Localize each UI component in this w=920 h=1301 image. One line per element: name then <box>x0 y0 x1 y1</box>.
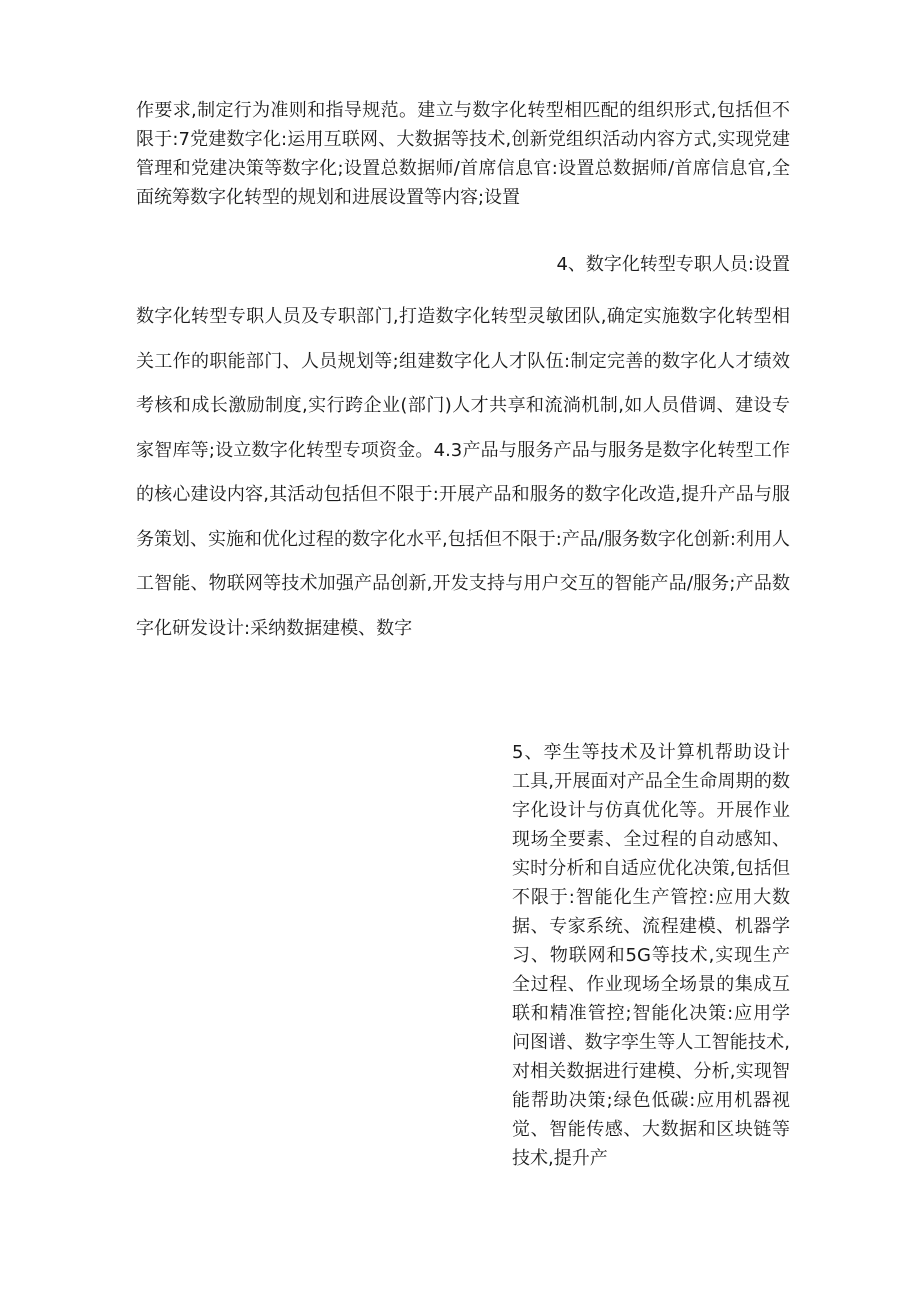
paragraph-staff-and-products: 数字化转型专职人员及专职部门,打造数字化转型灵敏团队,确定实施数字化转型相关工作的职能部门、人员规划等;组建数字化人才队伍:制定完善的数字化人才绩效考核和成长激励制度,实行跨企业(部门)人才共享和流淌机制,如人员借调、建设专家智库等;设立数字化转型专项资金。4.3产品与服务产品与服务是数字化转型工作的核心建设内容,其活动包括但不限于:开展产品和服务的数字化改造,提升产品与服务策划、实施和优化过程的数字化水平,包括但不限于:产品/服务数字化创新:利用人工智能、物联网等技术加强产品创新,开发支持与用户交互的智能产品/服务;产品数字化研发设计:采纳数据建模、数字 <box>136 306 790 639</box>
paragraph-organization-form: 作要求,制定行为准则和指导规范。建立与数字化转型相匹配的组织形式,包括但不限于:7党建数字化:运用互联网、大数据等技术,创新党组织活动内容方式,实现党建管理和党建决策等数字化;设置总数据师/首席信息官:设置总数据师/首席信息官,全面统筹数字化转型的规划和进展设置等内容;设置 <box>136 100 790 208</box>
paragraph-staff-heading: 4、数字化转型专职人员:设置 <box>556 254 790 275</box>
paragraph-digital-twin-production: 5、孪生等技术及计算机帮助设计工具,开展面对产品全生命周期的数字化设计与仿真优化等。开展作业现场全要素、全过程的自动感知、实时分析和自适应优化决策,包括但不限于:智能化生产管控:应用大数据、专家系统、流程建模、机器学习、物联网和5G等技术,实现生产全过程、作业现场全场景的集成互联和精准管控;智能化决策:应用学问图谱、数字孪生等人工智能技术,对相关数据进行建模、分析,实现智能帮助决策;绿色低碳:应用机器视觉、智能传感、大数据和区块链等技术,提升产 <box>512 742 790 1169</box>
